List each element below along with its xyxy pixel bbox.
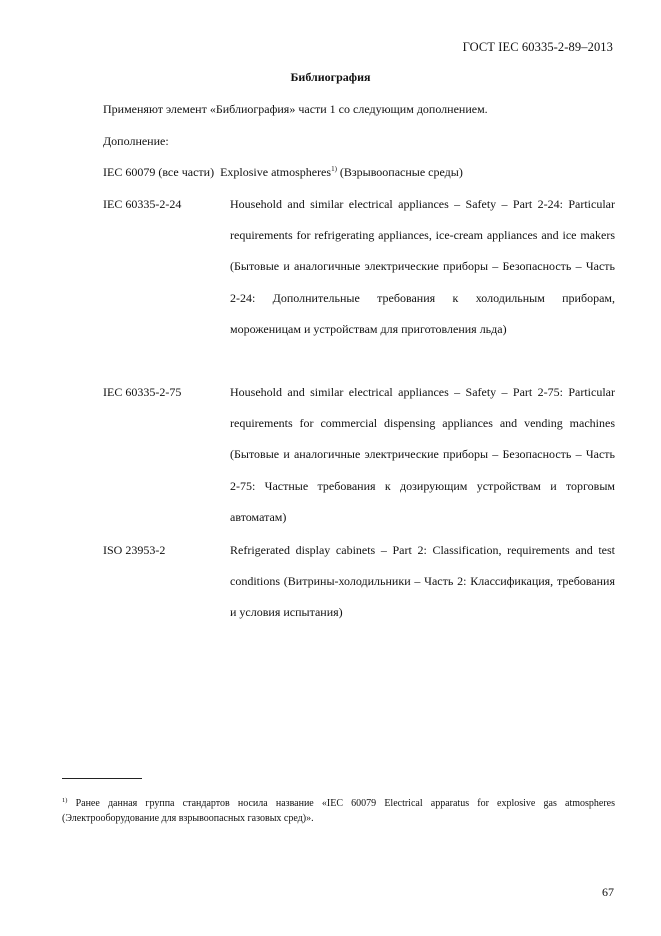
- reference-iec60079: [103, 165, 463, 180]
- section-title: Библиография: [290, 70, 371, 84]
- footnote-text: Ранее данная группа стандартов носила название «IEC 60079 Electrical apparatus for explosive gas atmospheres (Электрооборудование для взрывоопасных газовых сред)».: [62, 798, 615, 824]
- reference-title-translation: (Взрывоопасные среды): [339, 165, 463, 179]
- footnote-mark: 1): [62, 797, 68, 804]
- reference-title: Refrigerated display cabinets – Part 2: Classification, requirements and test conditions (Витрины-холодильники – Часть 2: Классификация, требования и условия испытания): [230, 543, 615, 620]
- addition-label: Дополнение:: [103, 134, 169, 148]
- reference-code: ISO 23953-2: [103, 543, 166, 557]
- intro-paragraph: Применяют элемент «Библиография» части 1 со следующим дополнением.: [103, 102, 488, 116]
- footnote-mark: 1): [331, 165, 337, 173]
- reference-code: IEC 60079 (все части): [103, 165, 215, 179]
- reference-title: Household and similar electrical appliances – Safety – Part 2-75: Particular requirements for commercial dispensing appliances and vending machines (Бытовые и аналогичные электрические приборы – Безопасность – Часть 2-75: Частные требования к дозирующим устройствам и торговым автоматам): [230, 385, 615, 524]
- reference-code: IEC 60335-2-24: [103, 197, 182, 211]
- standard-header: ГОСТ IEC 60335-2-89–2013: [462, 40, 613, 54]
- reference-title: Explosive atmospheres: [220, 165, 332, 179]
- reference-code: IEC 60335-2-75: [103, 385, 182, 399]
- page-number: 67: [602, 885, 614, 899]
- footnote: [62, 796, 615, 826]
- footnote-divider: [62, 778, 142, 779]
- reference-title: Household and similar electrical appliances – Safety – Part 2-24: Particular requirements for refrigerating appliances, ice-cream appliances and ice makers (Бытовые и аналогичные электрические приборы – Безопасность – Часть 2-24: Дополнительные требования к холодильным приборам, мороженицам и устройствам для приготовления льда): [230, 197, 615, 336]
